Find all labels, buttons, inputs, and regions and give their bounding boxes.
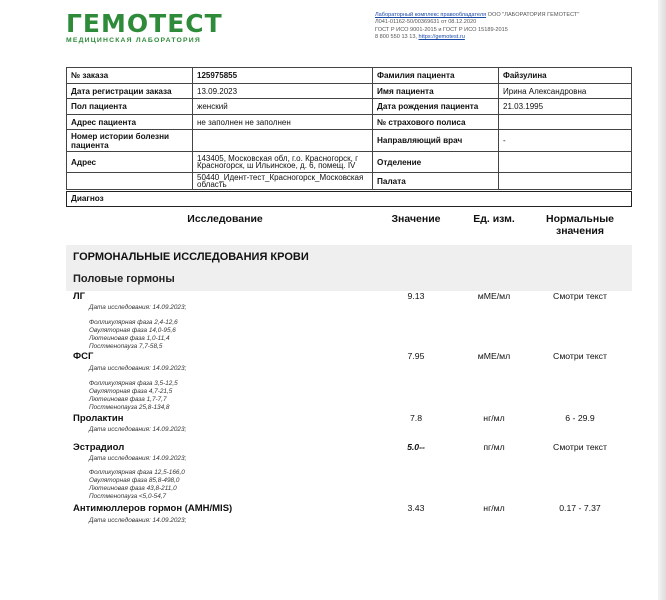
test-norm: Смотри текст: [553, 442, 607, 452]
sex-value: женский: [193, 99, 373, 115]
col-norm: [530, 213, 630, 237]
regdate-label: Дата регистрации заказа: [67, 84, 193, 99]
surname-value: Файзулина: [499, 68, 632, 84]
test-unit: нг/мл: [483, 413, 505, 423]
test-name: Антимюллеров гормон (AMH/MIS): [73, 503, 233, 514]
regdate-value: 13.09.2023: [193, 84, 373, 99]
ref-line: Овуляторная фаза 4,7-21,5: [89, 388, 173, 395]
dept-label: Отделение: [373, 152, 499, 173]
dept-value: [499, 152, 632, 173]
surname-label: Фамилия пациента: [373, 68, 499, 84]
logo-title: ГЕМОТЕСТ: [66, 9, 223, 38]
test-unit: мМЕ/мл: [477, 291, 511, 301]
test-name: ФСГ: [73, 351, 94, 362]
lab-website-link[interactable]: https://gemotest.ru: [418, 34, 465, 41]
address-label: Адрес пациента: [67, 115, 193, 130]
ward-label: Палата: [373, 173, 499, 190]
test-reference: [89, 469, 185, 501]
test-date: Дата исследования: 14.09.2023;: [89, 517, 187, 524]
ref-line: Лютеиновая фаза 1,7-7,7: [89, 396, 167, 403]
test-value: 7.95: [407, 351, 425, 361]
test-reference: [89, 319, 178, 351]
test-unit: мМЕ/мл: [477, 351, 511, 361]
ref-line: Фолликулярная фаза 3,5-12,5: [89, 380, 178, 387]
ref-line: Лютеиновая фаза 1,0-11,4: [89, 335, 170, 342]
test-date: Дата исследования: 14.09.2023;: [89, 426, 187, 433]
birth-value: 21.03.1995: [499, 99, 632, 115]
col-value: Значение: [391, 213, 441, 225]
addr2-empty: [67, 173, 193, 190]
addr2-label: Адрес: [67, 152, 193, 173]
order-label: № заказа: [67, 68, 193, 84]
test-value: 9.13: [407, 291, 425, 301]
test-date: Дата исследования: 14.09.2023;: [89, 455, 187, 462]
ref-line: Овуляторная фаза 14,0-95,6: [89, 327, 176, 334]
col-unit: Ед. изм.: [473, 213, 515, 225]
section-band: [66, 245, 632, 291]
test-unit: нг/мл: [483, 503, 505, 513]
test-norm: Смотри текст: [553, 291, 607, 301]
page-edge-shadow: [658, 0, 666, 600]
logo-subtitle: МЕДИЦИНСКАЯ ЛАБОРАТОРИЯ: [66, 37, 201, 44]
ref-line: Постменопауза 7,7-58,5: [89, 343, 163, 350]
section-subtitle: Половые гормоны: [73, 273, 175, 285]
addr2-value: 143405, Московская обл, г.о. Красногорск, г Красногорск, ш Ильинское, д. 6, помещ. IV: [193, 152, 373, 173]
ref-line: Лютеиновая фаза 43,8-211,0: [89, 485, 177, 492]
lab-standards: ГОСТ Р ИСО 9001-2015 и ГОСТ Р ИСО 15189-2015: [375, 26, 508, 33]
test-norm: 6 - 29.9: [565, 413, 595, 423]
test-value: 3.43: [407, 503, 425, 513]
policy-label: № страхового полиса: [373, 115, 499, 130]
test-name: Пролактин: [73, 413, 124, 424]
birth-label: Дата рождения пациента: [373, 99, 499, 115]
test-reference: [89, 380, 178, 412]
test-date: Дата исследования: 14.09.2023;: [89, 304, 187, 311]
test-name: ЛГ: [73, 291, 86, 302]
ref-line: Фолликулярная фаза 2,4-12,6: [89, 319, 178, 326]
addr2-value2: 50440_Идент-тест_Красногорск_Московская область: [193, 173, 373, 190]
test-value: 7.8: [409, 413, 423, 423]
address-value: не заполнен не заполнен: [193, 115, 373, 130]
patient-info-table: [66, 67, 632, 190]
ref-line: Фолликулярная фаза 12,5-166,0: [89, 469, 185, 476]
order-value: 125975855: [193, 68, 373, 84]
ref-line: Постменопауза <5,0-54,7: [89, 493, 167, 500]
diagnosis-row: [66, 191, 632, 207]
test-date: Дата исследования: 14.09.2023;: [89, 365, 187, 372]
test-unit: пг/мл: [483, 442, 505, 452]
diagnosis-label: Диагноз: [71, 194, 104, 203]
name-value: Ирина Александровна: [499, 84, 632, 99]
history-value: [193, 130, 373, 152]
lab-owner: ООО "ЛАБОРАТОРИЯ ГЕМОТЕСТ": [486, 12, 580, 18]
doctor-value: -: [499, 130, 632, 152]
col-norm-line2: значения: [556, 225, 604, 237]
lab-info: [375, 12, 579, 42]
history-label: Номер истории болезни пациента: [67, 130, 193, 152]
doctor-label: Направляющий врач: [373, 130, 499, 152]
lab-license: Л041-01162-50/00369631 от 08.12.2020: [375, 19, 477, 26]
ref-line: Постменопауза 25,8-134,8: [89, 404, 170, 411]
lab-phone: 8 800 550 13 13,: [375, 34, 419, 41]
lab-rights-link[interactable]: Лабораторный комплекс правообладателя: [375, 12, 487, 18]
sex-label: Пол пациента: [67, 99, 193, 115]
lab-logo: [66, 9, 223, 44]
col-norm-line1: Нормальные: [545, 213, 614, 225]
test-norm: 0.17 - 7.37: [559, 503, 601, 513]
test-name: Эстрадиол: [73, 442, 125, 453]
section-title: ГОРМОНАЛЬНЫЕ ИССЛЕДОВАНИЯ КРОВИ: [73, 251, 309, 263]
name-label: Имя пациента: [373, 84, 499, 99]
test-value: 5.0--: [407, 442, 425, 452]
ward-value: [499, 173, 632, 190]
policy-value: [499, 115, 632, 130]
test-norm: Смотри текст: [553, 351, 607, 361]
ref-line: Овуляторная фаза 85,8-498,0: [89, 477, 180, 484]
col-test: Исследование: [187, 213, 263, 225]
